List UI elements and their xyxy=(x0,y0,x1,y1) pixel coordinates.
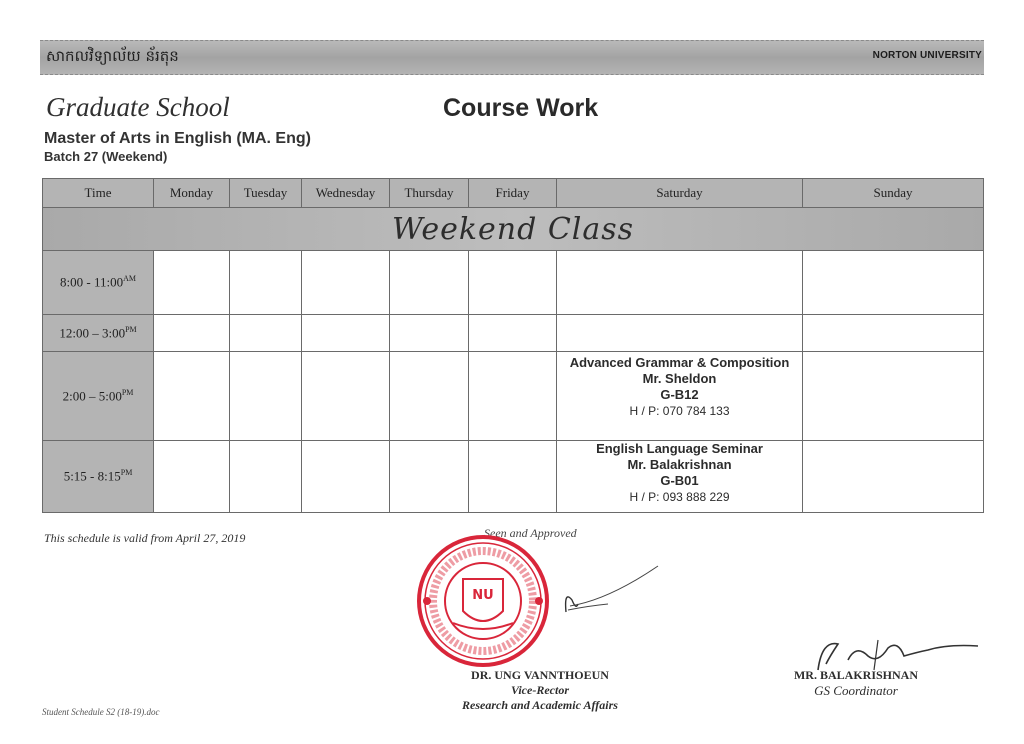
col-header-saturday: Saturday xyxy=(557,179,803,208)
empty-cell xyxy=(154,352,230,441)
lecturer-phone: H / P: 070 784 133 xyxy=(629,404,730,418)
course-name: English Language Seminar xyxy=(596,441,763,456)
table-row xyxy=(43,441,984,513)
header-row xyxy=(43,179,984,208)
document-title: Course Work xyxy=(443,94,599,122)
khmer-university-name: សាកលវិទ្យាល័យ ន័រតុន xyxy=(46,47,179,65)
room-code: G-B12 xyxy=(660,387,699,402)
university-banner xyxy=(40,40,984,75)
empty-cell xyxy=(302,315,390,352)
empty-cell xyxy=(390,441,469,513)
empty-cell xyxy=(302,352,390,441)
table-row xyxy=(43,315,984,352)
signatory-name: MR. BALAKRISHNAN xyxy=(793,668,918,682)
program-name: Master of Arts in English (MA. Eng) xyxy=(44,130,311,147)
course-entry xyxy=(557,352,803,441)
empty-cell xyxy=(803,441,984,513)
empty-cell xyxy=(803,315,984,352)
vice-rector-signature xyxy=(548,560,668,620)
banner-row xyxy=(43,208,984,251)
empty-cell xyxy=(557,315,803,352)
empty-cell xyxy=(469,352,557,441)
signatory-name: DR. UNG VANNTHOEUN xyxy=(471,668,609,682)
school-title: Graduate School xyxy=(46,92,230,122)
lecturer-name: Mr. Balakrishnan xyxy=(627,457,732,472)
time-slot: 2:00 – $5:00^{PM}$ xyxy=(43,352,154,441)
approval-note: Seen and Approved xyxy=(484,526,577,540)
time-slot: 12:00 – $3:00^{PM}$ xyxy=(43,315,154,352)
col-header-tuesday: Tuesday xyxy=(230,179,302,208)
weekend-class-banner: Weekend Class xyxy=(43,208,984,251)
empty-cell xyxy=(230,315,302,352)
empty-cell xyxy=(230,352,302,441)
empty-cell xyxy=(390,315,469,352)
signatory-title: Research and Academic Affairs xyxy=(462,698,618,712)
validity-note: This schedule is valid from April 27, 2019 xyxy=(44,531,246,545)
empty-cell xyxy=(390,251,469,315)
file-name-footer: Student Schedule S2 (18-19).doc xyxy=(42,707,160,717)
course-name: Advanced Grammar & Composition xyxy=(569,355,790,370)
course-entry xyxy=(557,441,803,513)
empty-cell xyxy=(803,352,984,441)
batch-label: Batch 27 (Weekend) xyxy=(44,149,168,164)
col-header-monday: Monday xyxy=(154,179,230,208)
empty-cell xyxy=(302,441,390,513)
empty-cell xyxy=(803,251,984,315)
empty-cell xyxy=(154,315,230,352)
empty-cell xyxy=(154,441,230,513)
schedule-table xyxy=(42,178,984,513)
time-slot: 8:00 - $11:00^{AM}$ xyxy=(43,251,154,315)
room-code: G-B01 xyxy=(660,473,699,488)
signatory-title: Vice-Rector xyxy=(511,683,569,697)
empty-cell xyxy=(469,441,557,513)
table-row xyxy=(43,352,984,441)
empty-cell xyxy=(230,251,302,315)
signatory-title: GS Coordinator xyxy=(814,683,898,698)
table-row xyxy=(43,251,984,315)
empty-cell xyxy=(469,315,557,352)
col-header-wednesday: Wednesday xyxy=(302,179,390,208)
signatory-vice-rector xyxy=(440,668,640,713)
time-slot: 5:15 - $8:15^{PM}$ xyxy=(43,441,154,513)
signatory-coordinator xyxy=(776,668,936,699)
university-name: NORTON UNIVERSITY xyxy=(872,50,982,61)
empty-cell xyxy=(469,251,557,315)
empty-cell xyxy=(154,251,230,315)
lecturer-phone: H / P: 093 888 229 xyxy=(629,490,730,504)
empty-cell xyxy=(302,251,390,315)
lecturer-name: Mr. Sheldon xyxy=(642,371,717,386)
col-header-sunday: Sunday xyxy=(803,179,984,208)
col-header-time: Time xyxy=(43,179,154,208)
empty-cell xyxy=(390,352,469,441)
svg-text:NU: NU xyxy=(472,588,494,603)
col-header-friday: Friday xyxy=(469,179,557,208)
empty-cell xyxy=(557,251,803,315)
col-header-thursday: Thursday xyxy=(390,179,469,208)
empty-cell xyxy=(230,441,302,513)
university-seal-icon xyxy=(413,531,553,671)
